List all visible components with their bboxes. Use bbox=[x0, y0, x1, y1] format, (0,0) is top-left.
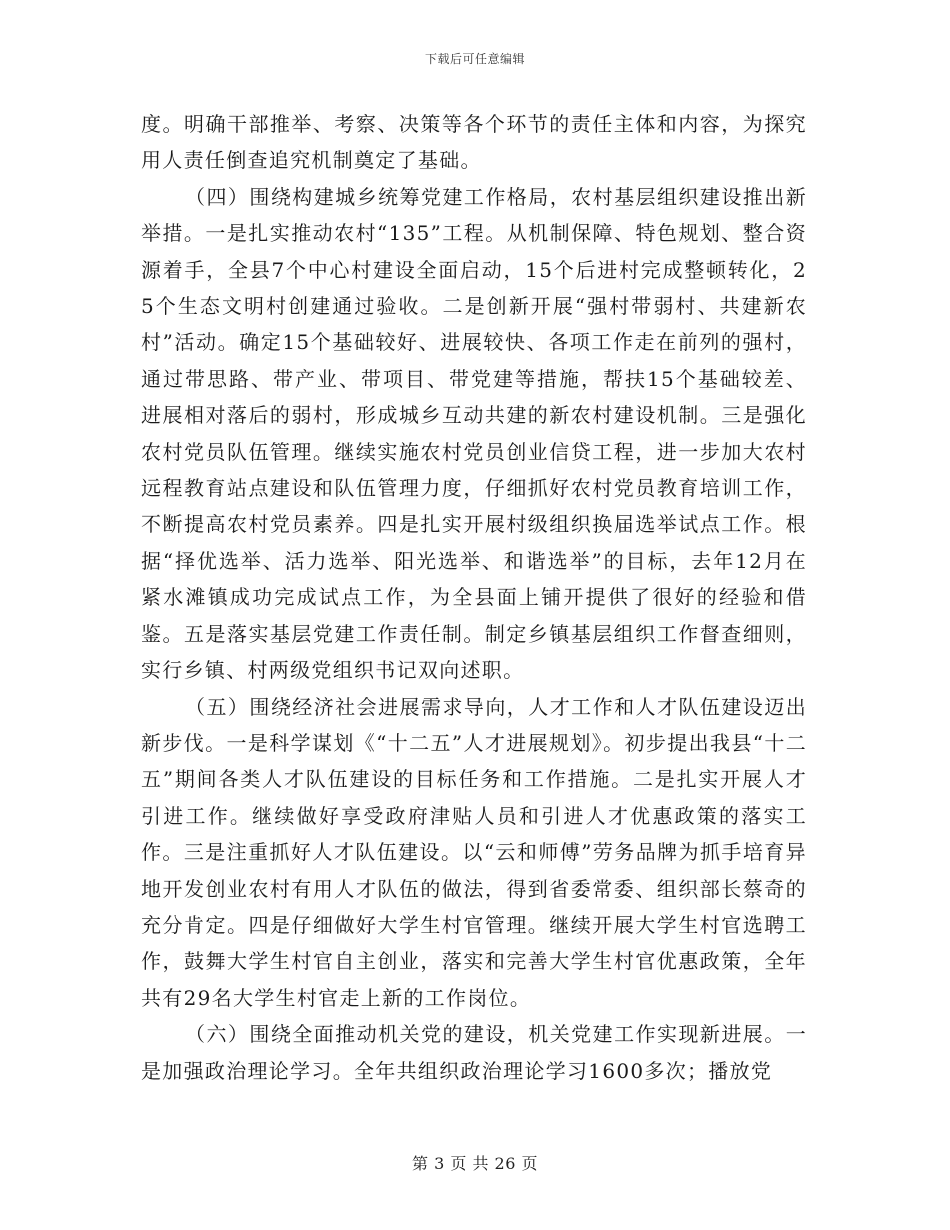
footer-suffix: 页 bbox=[521, 1154, 539, 1173]
paragraph-continuation: 度。明确干部推举、考察、决策等各个环节的责任主体和内容，为探究用人责任倒查追究机制奠定了基础。 bbox=[141, 112, 807, 173]
total-pages-number: 26 bbox=[494, 1154, 516, 1173]
header-text: 下载后可任意编辑 bbox=[424, 52, 525, 66]
page-footer bbox=[0, 1153, 950, 1175]
paragraph-section-6: （六）围绕全面推动机关党的建设，机关党建工作实现新进展。一是加强政治理论学习。全年共组织政治理论学习1600多次；播放党 bbox=[141, 1022, 807, 1083]
paragraph-section-5: （五）围绕经济社会进展需求导向，人才工作和人才队伍建设迈出新步伐。一是科学谋划《“十二五”人才进展规划》。初步提出我县“十二五”期间各类人才队伍建设的目标任务和工作措施。二是扎实开展人才引进工作。继续做好享受政府津贴人员和引进人才优惠政策的落实工作。三是注重抓好人才队伍建设。以“云和师傅”劳务品牌为抓手培育异地开发创业农村有用人才队伍的做法，得到省委常委、组织部长蔡奇的充分肯定。四是仔细做好大学生村官管理。继续开展大学生村官选聘工作，鼓舞大学生村官自主创业，落实和完善大学生村官优惠政策，全年共有29名大学生村官走上新的工作岗位。 bbox=[141, 694, 807, 1010]
document-body bbox=[141, 106, 807, 1089]
page-header bbox=[0, 51, 950, 67]
current-page-number: 3 bbox=[434, 1154, 445, 1173]
paragraph-section-4: （四）围绕构建城乡统筹党建工作格局，农村基层组织建设推出新举措。一是扎实推动农村“135”工程。从机制保障、特色规划、整合资源着手，全县7个中心村建设全面启动，15个后进村完成整顿转化，25个生态文明村创建通过验收。二是创新开展“强村带弱村、共建新农村”活动。确定15个基础较好、进展较快、各项工作走在前列的强村，通过带思路、带产业、带项目、带党建等措施，帮扶15个基础较差、进展相对落后的弱村，形成城乡互动共建的新农村建设机制。三是强化农村党员队伍管理。继续实施农村党员创业信贷工程，进一步加大农村远程教育站点建设和队伍管理力度，仔细抓好农村党员教育培训工作，不断提高农村党员素养。四是扎实开展村级组织换届选举试点工作。根据“择优选举、活力选举、阳光选举、和谐选举”的目标，去年12月在紧水滩镇成功完成试点工作，为全县面上铺开提供了很好的经验和借鉴。五是落实基层党建工作责任制。制定乡镇基层组织工作督查细则，实行乡镇、村两级党组织书记双向述职。 bbox=[141, 184, 807, 683]
footer-middle: 页 共 bbox=[450, 1154, 489, 1173]
footer-prefix: 第 bbox=[411, 1154, 429, 1173]
